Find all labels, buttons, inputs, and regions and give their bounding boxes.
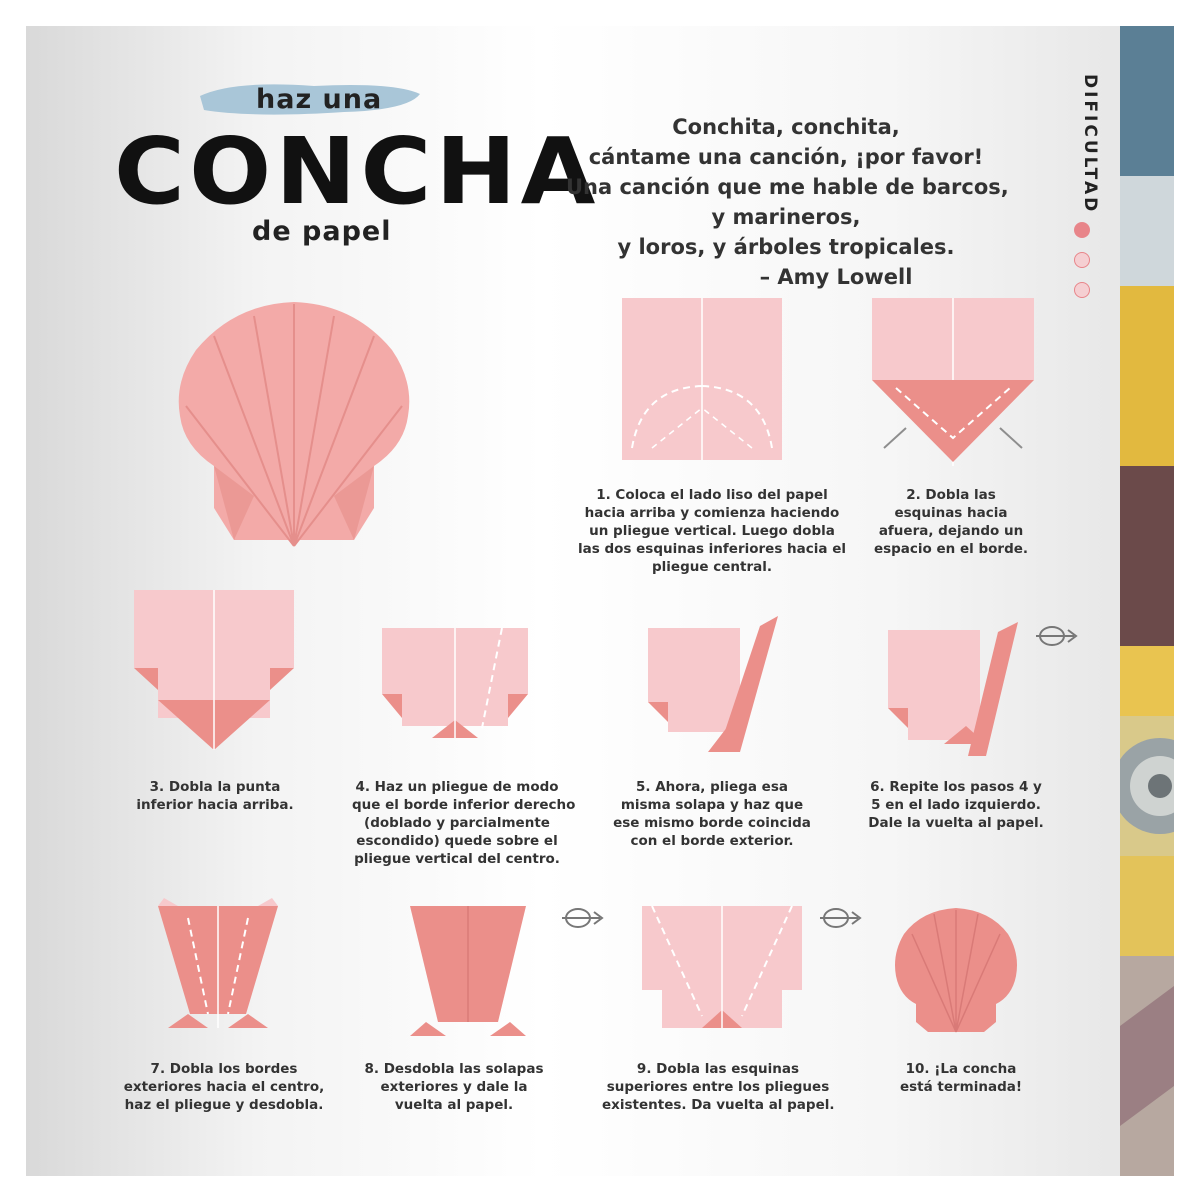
step-10-illustration	[892, 904, 1020, 1034]
poem-line: cántame una canción, ¡por favor!	[588, 145, 984, 169]
step-8-caption	[354, 1060, 554, 1114]
poem-line: Una canción que me hable de barcos,	[566, 175, 1009, 199]
caption-line: está terminada!	[899, 1079, 1023, 1095]
caption-line: 5. Ahora, pliega esa	[635, 779, 788, 795]
difficulty-label	[1066, 74, 1106, 244]
step-8-illustration	[386, 902, 556, 1038]
step-7-illustration	[158, 898, 278, 1038]
turn-over-icon	[560, 906, 604, 930]
step-7-caption	[118, 1060, 330, 1114]
poem-author: – Amy Lowell	[759, 265, 913, 289]
title-bottom: de papel	[252, 216, 392, 247]
step-1-caption	[562, 486, 862, 576]
step-1-illustration	[622, 298, 782, 460]
caption-line: 1. Coloca el lado liso del papel	[596, 487, 828, 503]
caption-line: con el borde exterior.	[630, 833, 794, 849]
caption-line: afuera, dejando un	[878, 523, 1024, 539]
caption-line: 5 en el lado izquierdo.	[871, 797, 1041, 813]
step-5-caption	[612, 778, 812, 850]
caption-line: pliegue vertical del centro.	[354, 851, 560, 867]
turn-over-icon	[1034, 624, 1078, 648]
step-2-illustration	[866, 298, 1046, 468]
step-2-caption	[866, 486, 1036, 558]
step-6-illustration	[888, 616, 1038, 756]
caption-line: 4. Haz un pliegue de modo	[355, 779, 559, 795]
difficulty-text: DIFICULTAD	[1080, 74, 1100, 215]
step-5-illustration	[648, 616, 788, 756]
caption-line: que el borde inferior derecho	[352, 797, 576, 813]
step-4-caption	[352, 778, 576, 868]
caption-line: vuelta al papel.	[394, 1097, 514, 1113]
caption-line: escondido) quede sobre el	[356, 833, 558, 849]
caption-line: 10. ¡La concha	[905, 1061, 1017, 1077]
difficulty-dot	[1074, 222, 1090, 238]
caption-line: las dos esquinas inferiores hacia el	[577, 541, 847, 557]
caption-line: un pliegue vertical. Luego dobla	[589, 523, 835, 539]
caption-line: hacia arriba y comienza haciendo	[584, 505, 840, 521]
caption-line: espacio en el borde.	[873, 541, 1029, 557]
caption-line: 6. Repite los pasos 4 y	[870, 779, 1042, 795]
caption-line: exteriores y dale la	[380, 1079, 528, 1095]
caption-line: 8. Desdobla las solapas	[364, 1061, 544, 1077]
title-main: CONCHA	[114, 118, 600, 225]
caption-line: haz el pliegue y desdobla.	[124, 1097, 324, 1113]
turn-over-icon	[818, 906, 862, 930]
poem	[566, 112, 1009, 292]
caption-line: 3. Dobla la punta	[149, 779, 281, 795]
caption-line: 2. Dobla las	[906, 487, 996, 503]
finished-shell-illustration	[174, 296, 414, 556]
step-9-caption	[602, 1060, 834, 1114]
caption-line: (doblado y parcialmente	[364, 815, 550, 831]
caption-line: inferior hacia arriba.	[136, 797, 294, 813]
step-6-caption	[856, 778, 1056, 832]
step-10-caption	[886, 1060, 1036, 1096]
caption-line: superiores entre los pliegues	[606, 1079, 830, 1095]
caption-line: ese mismo borde coincida	[613, 815, 811, 831]
title-top: haz una	[256, 84, 383, 115]
caption-line: pliegue central.	[652, 559, 772, 575]
caption-line: existentes. Da vuelta al papel.	[602, 1097, 835, 1113]
difficulty-dot	[1074, 282, 1090, 298]
step-4-illustration	[382, 628, 528, 750]
caption-line: 7. Dobla los bordes	[150, 1061, 298, 1077]
collage-strip	[1120, 26, 1174, 1176]
difficulty-dot	[1074, 252, 1090, 268]
poem-line: y loros, y árboles tropicales.	[617, 235, 955, 259]
caption-line: exteriores hacia el centro,	[123, 1079, 325, 1095]
poem-line: Conchita, conchita,	[672, 115, 900, 139]
caption-line: misma solapa y haz que	[620, 797, 804, 813]
caption-line: esquinas hacia	[894, 505, 1008, 521]
caption-line: 9. Dobla las esquinas	[636, 1061, 800, 1077]
step-3-illustration	[134, 590, 294, 756]
page	[26, 26, 1174, 1176]
step-3-caption	[122, 778, 308, 814]
caption-line: Dale la vuelta al papel.	[868, 815, 1044, 831]
step-9-illustration	[642, 906, 802, 1036]
poem-line: y marineros,	[711, 205, 861, 229]
